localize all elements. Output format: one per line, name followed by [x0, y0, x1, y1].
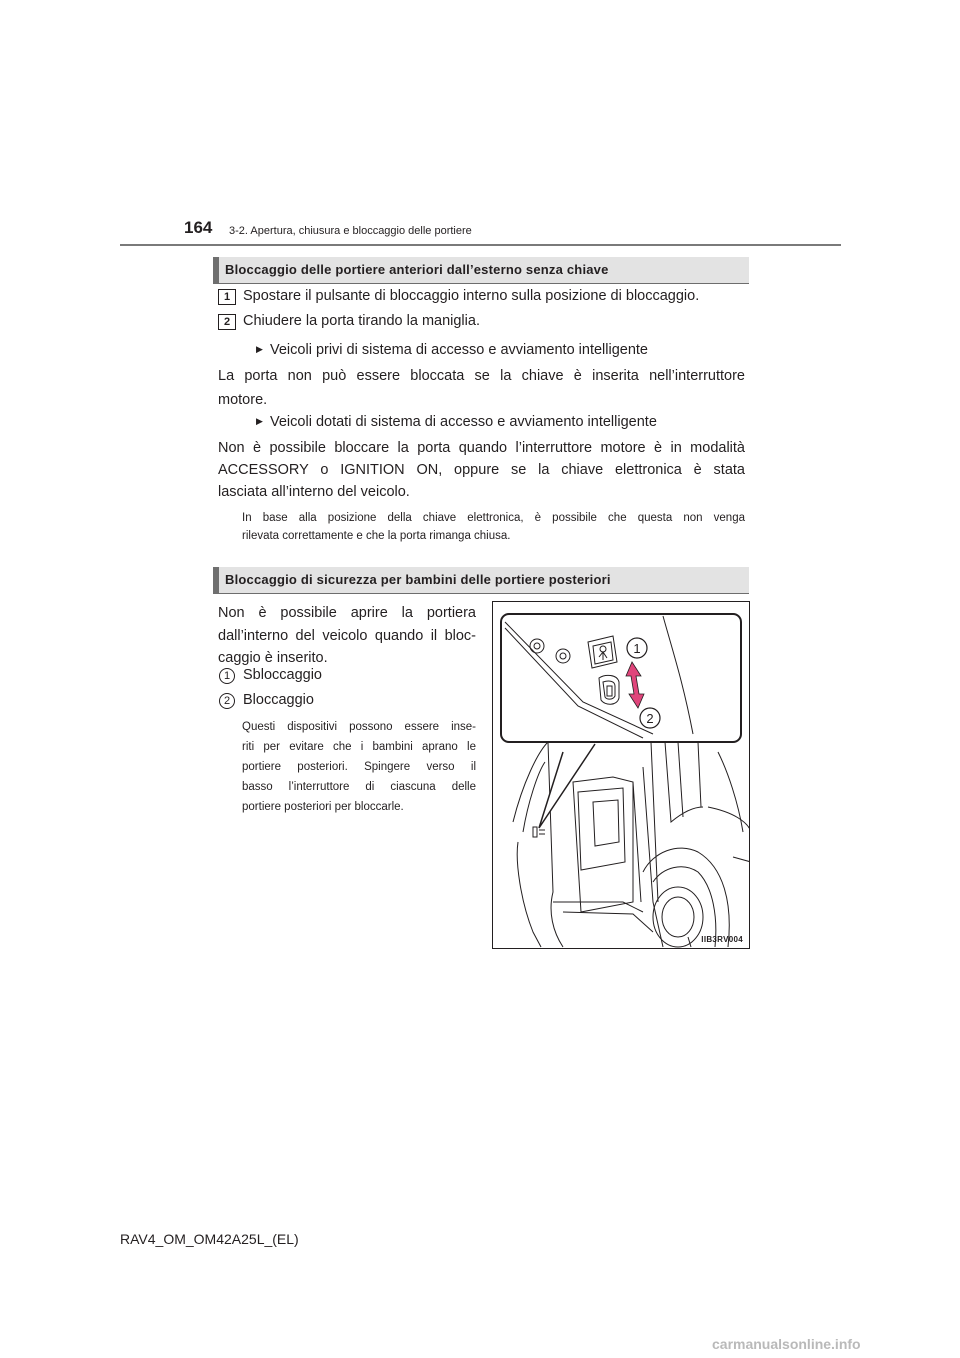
note2-line-1: Questi dispositivi possono essere inse- [242, 721, 476, 733]
step-text-1: Spostare il pulsante di bloccaggio interno sulla posizione di bloccaggio. [243, 288, 700, 304]
note2-line-3: portiere posteriori. Spingere verso il [242, 761, 476, 773]
paragraph-2-line-3: lasciata all’interno del veicolo. [218, 484, 410, 500]
note-line-1: In base alla posizione della chiave elettronica, è possibile che questa non venga [242, 512, 745, 524]
callout-label-2: 2 [646, 711, 654, 726]
triangle-bullet-icon: ▶ [256, 344, 263, 354]
section-heading-child-lock [213, 567, 749, 594]
step-text-2: Chiudere la porta tirando la maniglia. [243, 313, 480, 329]
zoom-pointer [539, 744, 595, 828]
step-number-2: 2 [218, 314, 236, 330]
item-number-2: 2 [219, 693, 235, 709]
intro-line-2: dall’interno del veicolo quando il bloc- [218, 628, 476, 644]
item-number-1: 1 [219, 668, 235, 684]
intro-line-1: Non è possibile aprire la portiera [218, 605, 476, 621]
condition-text: Veicoli dotati di sistema di accesso e avviamento intelligente [270, 414, 657, 430]
heading-text: Bloccaggio di sicurezza per bambini delle portiere posteriori [225, 572, 611, 587]
triangle-bullet-icon: ▶ [256, 416, 263, 426]
paragraph-1-line-1: La porta non può essere bloccata se la chiave è inserita nell’interruttore [218, 368, 745, 384]
section-heading-front-doors [213, 257, 749, 284]
zoom-panel [501, 614, 741, 742]
section-title: 3-2. Apertura, chiusura e bloccaggio delle portiere [229, 225, 472, 237]
figure-code: IIB3RV004 [701, 935, 743, 944]
paragraph-2-line-1: Non è possibile bloccare la porta quando l’interruttore motore è in modalità [218, 440, 745, 456]
item-lock: Bloccaggio [243, 692, 314, 708]
door-illustration [493, 602, 750, 949]
note-line-2: rilevata correttamente e che la porta rimanga chiusa. [242, 530, 511, 542]
item-unlock: Sbloccaggio [243, 667, 322, 683]
heading-text: Bloccaggio delle portiere anteriori dall’esterno senza chiave [225, 262, 609, 277]
condition-smart-entry [256, 414, 657, 430]
step-number-1: 1 [218, 289, 236, 305]
page-number: 164 [184, 218, 213, 237]
condition-no-smart-entry [256, 342, 648, 358]
callout-label-1: 1 [633, 641, 641, 656]
watermark: carmanualsonline.info [712, 1336, 861, 1352]
document-code: RAV4_OM_OM42A25L_(EL) [120, 1231, 299, 1247]
paragraph-1-line-2: motore. [218, 392, 268, 408]
note2-line-5: portiere posteriori per bloccarle. [242, 801, 404, 813]
heading-marker [213, 567, 219, 593]
note2-line-2: riti per evitare che i bambini aprano le [242, 741, 476, 753]
header-divider [120, 244, 841, 246]
condition-text: Veicoli privi di sistema di accesso e avviamento intelligente [270, 342, 648, 358]
child-lock-illustration [492, 601, 750, 949]
intro-line-3: caggio è inserito. [218, 650, 328, 666]
paragraph-2-line-2: ACCESSORY o IGNITION ON, oppure se la chiave elettronica è stata [218, 462, 745, 478]
note2-line-4: basso l’interruttore di ciascuna delle [242, 781, 476, 793]
heading-marker [213, 257, 219, 283]
